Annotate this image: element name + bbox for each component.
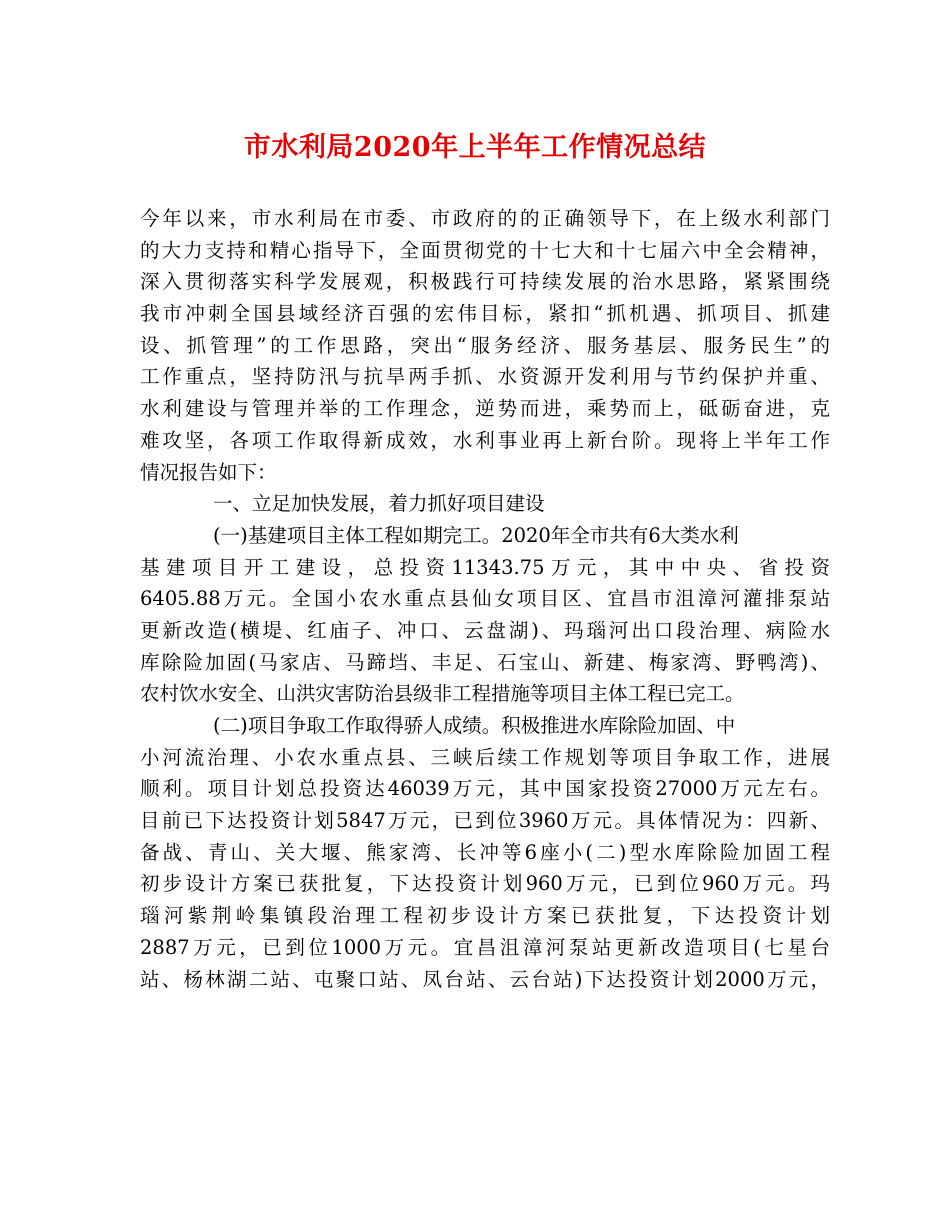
paragraph-line: 目前已下达投资计划5847万元，已到位3960万元。具体情况为：四新、	[140, 809, 830, 833]
paragraph-line: 难攻坚，各项工作取得新成效，水利事业再上新台阶。现将上半年工作	[140, 428, 830, 452]
paragraph-line: 初步设计方案已获批复，下达投资计划960万元，已到位960万元。玛	[140, 872, 830, 896]
paragraph-line: 设、抓管理”的工作思路，突出“服务经济、服务基层、服务民生”的	[140, 333, 830, 357]
document-body	[140, 203, 830, 995]
paragraph-line: 6405.88万元。全国小农水重点县仙女项目区、宜昌市沮漳河灌排泵站	[140, 587, 830, 611]
paragraph-line: 顺利。项目计划总投资达46039万元，其中国家投资27000万元左右。	[140, 777, 830, 801]
paragraph-line: 情况报告如下：	[140, 460, 277, 484]
paragraph-line: 今年以来，市水利局在市委、市政府的的正确领导下，在上级水利部门	[140, 207, 830, 230]
subsection-heading-line: (一)基建项目主体工程如期完工。2020年全市共有6大类水利	[213, 523, 739, 547]
paragraph-line: 工作重点，坚持防汛与抗旱两手抓、水资源开发利用与节约保护并重、	[140, 365, 830, 389]
paragraph-line: 的大力支持和精心指导下，全面贯彻党的十七大和十七届六中全会精神，	[140, 238, 830, 262]
paragraph-line: 农村饮水安全、山洪灾害防治县级非工程措施等项目主体工程已完工。	[140, 682, 745, 706]
paragraph-line: 更新改造(横堤、红庙子、冲口、云盘湖)、玛瑙河出口段治理、病险水	[140, 618, 830, 642]
paragraph-line: 备战、青山、关大堰、熊家湾、长冲等6座小(二)型水库除险加固工程	[140, 840, 830, 864]
paragraph-line: 站、杨林湖二站、屯聚口站、凤台站、云台站)下达投资计划2000万元，	[140, 967, 830, 991]
paragraph-line: 库除险加固(马家店、马蹄垱、丰足、石宝山、新建、梅家湾、野鸭湾)、	[140, 650, 830, 674]
document-title: 市水利局2020年上半年工作情况总结	[243, 132, 707, 163]
paragraph-line: 我市冲刺全国县域经济百强的宏伟目标，紧扣“抓机遇、抓项目、抓建	[140, 302, 830, 326]
paragraph-line: 深入贯彻落实科学发展观，积极践行可持续发展的治水思路，紧紧围绕	[140, 270, 830, 294]
paragraph-line: 2887万元，已到位1000万元。宜昌沮漳河泵站更新改造项目(七星台	[140, 935, 830, 959]
subsection-heading-line: (二)项目争取工作取得骄人成绩。积极推进水库除险加固、中	[213, 714, 736, 737]
paragraph-line: 水利建设与管理并举的工作理念，逆势而进，乘势而上，砥砺奋进，克	[140, 397, 830, 421]
paragraph-line: 基建项目开工建设，总投资11343.75万元，其中中央、省投资	[140, 555, 830, 579]
section-heading: 一、立足加快发展，着力抓好项目建设	[213, 492, 545, 516]
paragraph-line: 瑙河紫荆岭集镇段治理工程初步设计方案已获批复，下达投资计划	[140, 904, 830, 928]
paragraph-line: 小河流治理、小农水重点县、三峡后续工作规划等项目争取工作，进展	[140, 745, 830, 769]
